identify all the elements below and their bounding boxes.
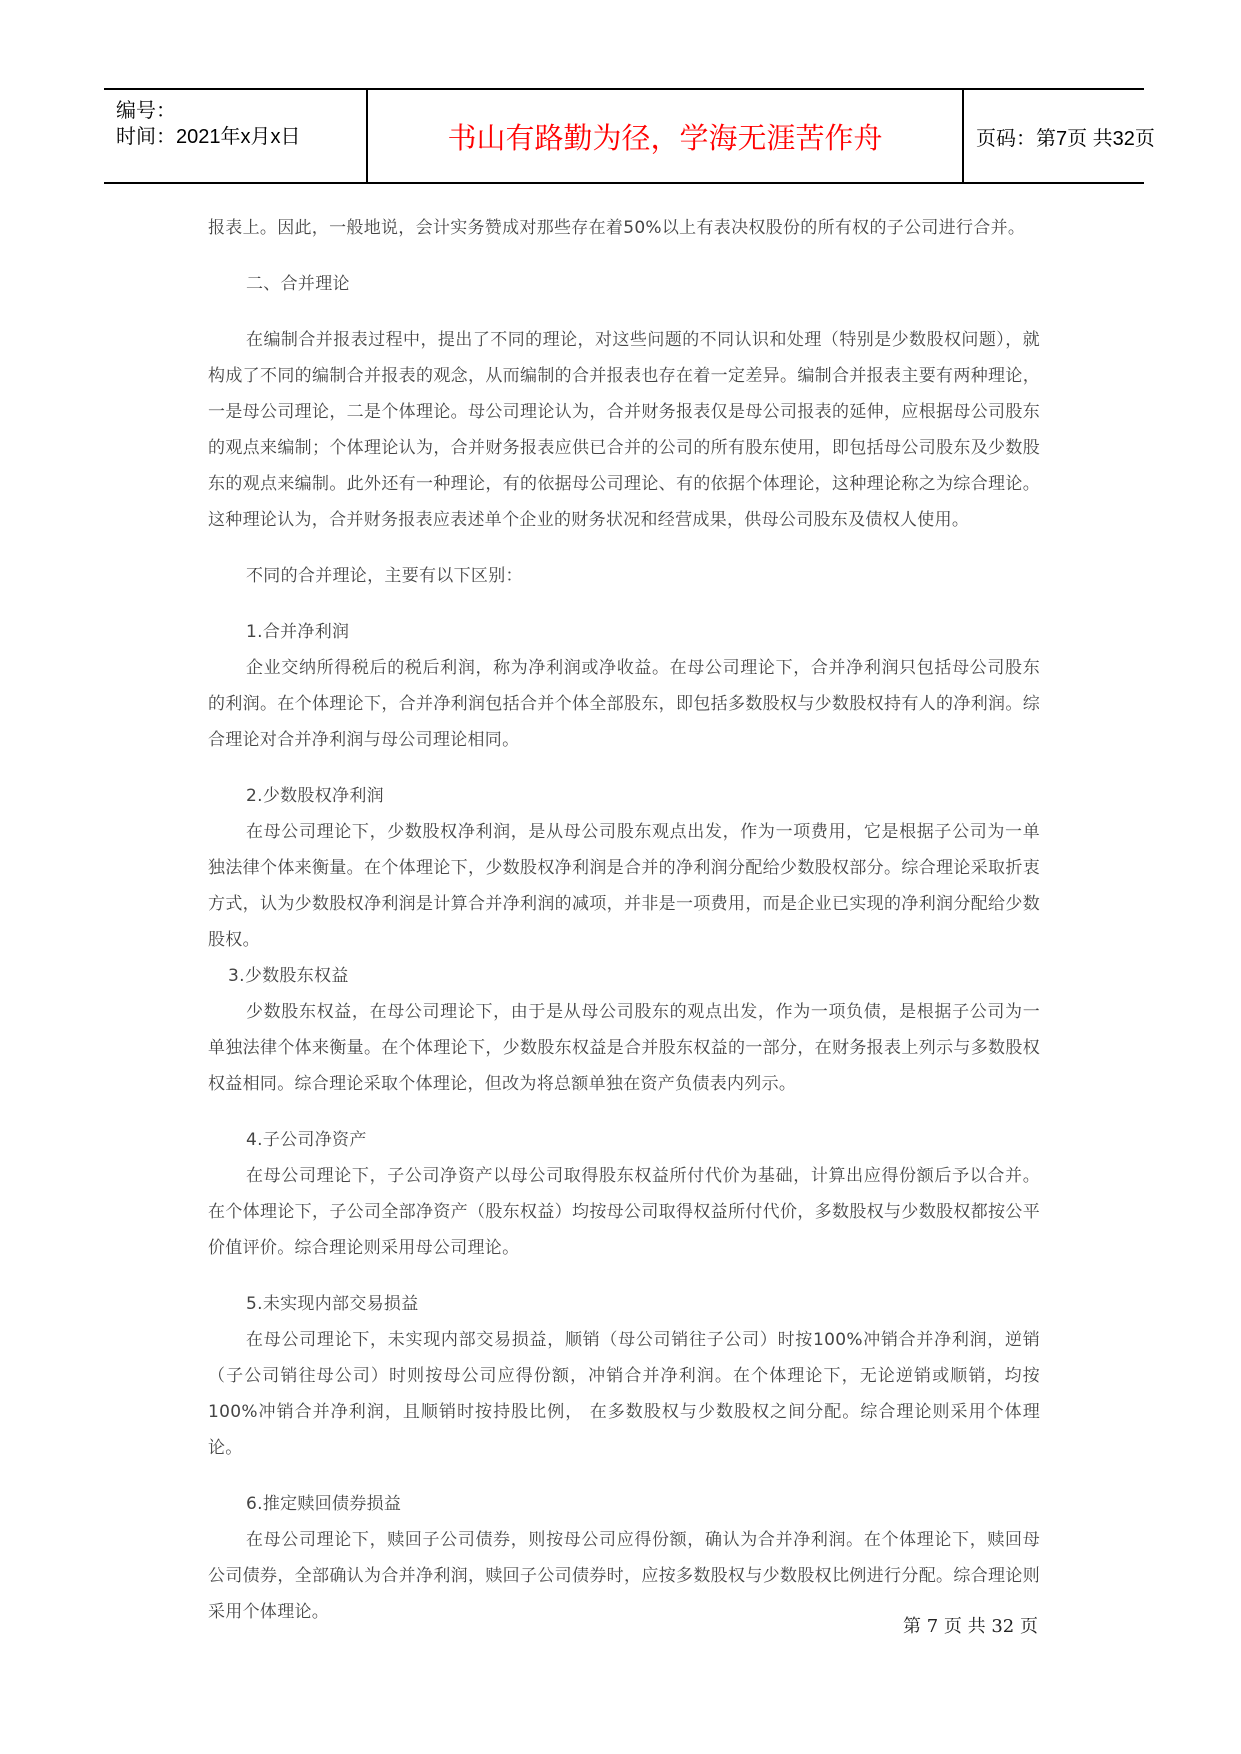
section-title: 二、合并理论 xyxy=(246,274,350,294)
header-motto: 书山有路勤为径，学海无涯苦作舟 xyxy=(447,120,883,155)
subheading-bond-retirement: 6.推定赎回债券损益 xyxy=(246,1494,402,1514)
document-body xyxy=(208,210,1040,1630)
paragraph-minority-net-income: 在母公司理论下，少数股权净利润，是从母公司股东观点出发，作为一项费用，它是根据子公司为一单独法律个体来衡量。在个体理论下，少数股权净利润是合并的净利润分配给少数股权部分。综合理论采取折衷方式，认为少数股权净利润是计算合并净利润的减项，并非是一项费用，而是企业已实现的净利润分配给少数股权。 xyxy=(208,822,1040,950)
subheading-subsidiary-net-assets: 4.子公司净资产 xyxy=(246,1130,367,1150)
document-time-label: 时间：2021年x月x日 xyxy=(116,126,301,148)
subheading-minority-net-income: 2.少数股权净利润 xyxy=(246,786,384,806)
subheading-minority-equity: 3.少数股东权益 xyxy=(228,966,349,986)
header-motto-cell xyxy=(368,90,964,182)
paragraph-consolidated-net-income: 企业交纳所得税后的税后利润，称为净利润或净收益。在母公司理论下，合并净利润只包括母公司股东的利润。在个体理论下，合并净利润包括合并个体全部股东，即包括多数股权与少数股权持有人的净利润。综合理论对合并净利润与母公司理论相同。 xyxy=(208,658,1040,750)
document-number-label: 编号： xyxy=(116,100,176,122)
subheading-unrealized-intercompany: 5.未实现内部交易损益 xyxy=(246,1294,419,1314)
paragraph-theory: 在编制合并报表过程中，提出了不同的理论，对这些问题的不同认识和处理（特别是少数股权问题），就构成了不同的编制合并报表的观念，从而编制的合并报表也存在着一定差异。编制合并报表主要有两种理论，一是母公司理论，二是个体理论。母公司理论认为，合并财务报表仅是母公司报表的延伸，应根据母公司股东的观点来编制；个体理论认为，合并财务报表应供已合并的公司的所有股东使用，即包括母公司股东及少数股东的观点来编制。此外还有一种理论，有的依据母公司理论、有的依据个体理论，这种理论称之为综合理论。这种理论认为，合并财务报表应表述单个企业的财务状况和经营成果，供母公司股东及债权人使用。 xyxy=(208,330,1040,530)
page-header xyxy=(104,88,1155,184)
paragraph-minority-equity: 少数股东权益，在母公司理论下，由于是从母公司股东的观点出发，作为一项负债，是根据子公司为一单独法律个体来衡量。在个体理论下，少数股东权益是合并股东权益的一部分，在财务报表上列示与多数股权权益相同。综合理论采取个体理论，但改为将总额单独在资产负债表内列示。 xyxy=(208,1002,1040,1094)
paragraph-differences: 不同的合并理论，主要有以下区别： xyxy=(246,566,523,586)
paragraph-subsidiary-net-assets: 在母公司理论下，子公司净资产以母公司取得股东权益所付代价为基础，计算出应得份额后予以合并。在个体理论下，子公司全部净资产（股东权益）均按母公司取得权益所付代价，多数股权与少数股权都按公平价值评价。综合理论则采用母公司理论。 xyxy=(208,1166,1040,1258)
header-page-number: 页码：第7页 共32页 xyxy=(976,127,1155,150)
paragraph-intro: 报表上。因此，一般地说，会计实务赞成对那些存在着50%以上有表决权股份的所有权的子公司进行合并。 xyxy=(208,218,1026,238)
subheading-consolidated-net-income: 1.合并净利润 xyxy=(246,622,350,642)
header-meta-cell xyxy=(104,90,368,182)
page-footer-number: 第 7 页 共 32 页 xyxy=(903,1616,1038,1637)
paragraph-bond-retirement: 在母公司理论下，赎回子公司债券，则按母公司应得份额，确认为合并净利润。在个体理论下，赎回母公司债券，全部确认为合并净利润，赎回子公司债券时，应按多数股权与少数股权比例进行分配。综合理论则采用个体理论。 xyxy=(208,1530,1040,1622)
paragraph-unrealized-intercompany: 在母公司理论下，未实现内部交易损益，顺销（母公司销往子公司）时按100%冲销合并净利润，逆销（子公司销往母公司）时则按母公司应得份额，冲销合并净利润。在个体理论下，无论逆销或顺销，均按100%冲销合并净利润，且顺销时按持股比例， 在多数股权与少数股权之间分配。综合理论则采用个体理论。 xyxy=(208,1330,1040,1458)
